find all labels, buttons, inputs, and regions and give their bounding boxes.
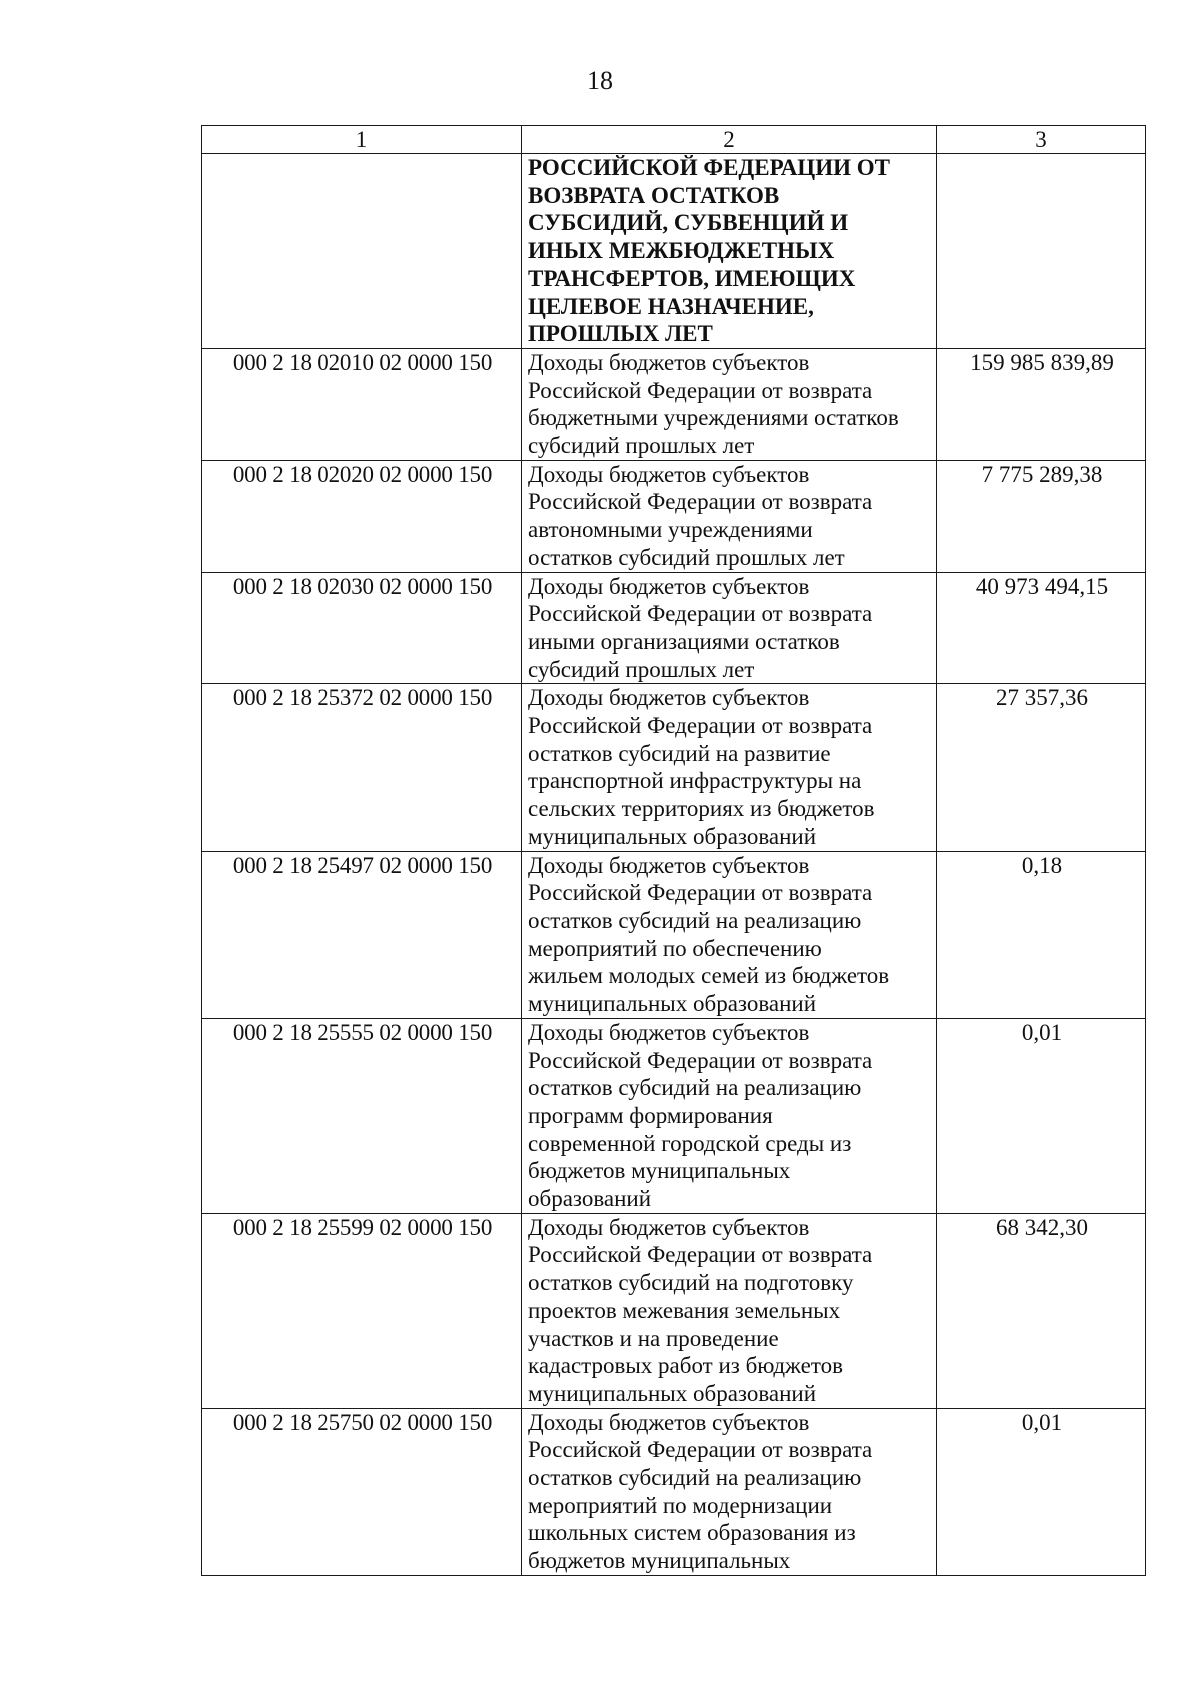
description-line: Российской Федерации от возврата [528, 713, 873, 739]
description-line: Российской Федерации от возврата [528, 489, 873, 515]
revenue-description [522, 684, 937, 851]
description-line: транспортной инфраструктуры на [528, 768, 862, 794]
budget-code: 000 2 18 25497 02 0000 150 [202, 851, 522, 1018]
table-row [202, 684, 1146, 851]
group-heading-code-cell [202, 154, 522, 349]
revenue-amount: 40 973 494,15 [937, 572, 1146, 684]
table-row [202, 348, 1146, 460]
description-line: автономными учреждениями [528, 517, 813, 543]
page-number: 18 [587, 66, 613, 95]
description-line: Доходы бюджетов субъектов [528, 852, 810, 878]
description-line: Доходы бюджетов субъектов [528, 1409, 810, 1435]
budget-code: 000 2 18 25555 02 0000 150 [202, 1018, 522, 1213]
revenue-description [522, 1408, 937, 1575]
revenue-amount: 0,01 [937, 1408, 1146, 1575]
description-line: Российской Федерации от возврата [528, 1242, 873, 1268]
revenue-amount: 7 775 289,38 [937, 460, 1146, 572]
description-line: Доходы бюджетов субъектов [528, 685, 810, 711]
revenue-amount: 0,18 [937, 851, 1146, 1018]
budget-code: 000 2 18 25750 02 0000 150 [202, 1408, 522, 1575]
table-row [202, 1018, 1146, 1213]
budget-code: 000 2 18 02030 02 0000 150 [202, 572, 522, 684]
description-line: остатков субсидий на реализацию [528, 907, 862, 933]
description-line: бюджетов муниципальных [528, 1158, 791, 1184]
description-line: школьных систем образования из [528, 1520, 856, 1546]
description-line: бюджетными учреждениями остатков [528, 405, 899, 431]
description-line: мероприятий по обеспечению [528, 935, 822, 961]
description-line: сельских территориях из бюджетов [528, 796, 875, 822]
description-line: остатков субсидий на подготовку [528, 1270, 854, 1296]
revenue-description [522, 572, 937, 684]
heading-line: ЦЕЛЕВОЕ НАЗНАЧЕНИЕ, [528, 293, 814, 319]
group-heading-name [522, 154, 937, 349]
revenue-description [522, 1213, 937, 1408]
description-line: остатков субсидий на развитие [528, 740, 831, 766]
heading-line: СУБСИДИЙ, СУБВЕНЦИЙ И [528, 210, 849, 236]
revenue-amount: 68 342,30 [937, 1213, 1146, 1408]
revenue-description [522, 348, 937, 460]
description-line: современной городской среды из [528, 1130, 852, 1156]
revenue-amount: 0,01 [937, 1018, 1146, 1213]
description-line: Доходы бюджетов субъектов [528, 1214, 810, 1240]
description-line: муниципальных образований [528, 991, 817, 1017]
description-line: Доходы бюджетов субъектов [528, 1019, 810, 1045]
column-number-2: 2 [522, 126, 937, 154]
description-line: муниципальных образований [528, 823, 817, 849]
heading-line: ВОЗВРАТА ОСТАТКОВ [528, 182, 780, 208]
revenue-description [522, 460, 937, 572]
table-row [202, 572, 1146, 684]
column-number-3: 3 [937, 126, 1146, 154]
description-line: остатков субсидий на реализацию [528, 1075, 862, 1101]
budget-code: 000 2 18 02010 02 0000 150 [202, 348, 522, 460]
budget-code: 000 2 18 25372 02 0000 150 [202, 684, 522, 851]
description-line: участков и на проведение [528, 1325, 779, 1351]
description-line: бюджетов муниципальных [528, 1548, 791, 1574]
description-line: Российской Федерации от возврата [528, 1437, 873, 1463]
description-line: Российской Федерации от возврата [528, 880, 873, 906]
description-line: Доходы бюджетов субъектов [528, 349, 810, 375]
group-heading-amount-cell [937, 154, 1146, 349]
description-line: Российской Федерации от возврата [528, 601, 873, 627]
heading-line: ПРОШЛЫХ ЛЕТ [528, 321, 713, 347]
description-line: остатков субсидий на реализацию [528, 1465, 862, 1491]
revenue-amount: 159 985 839,89 [937, 348, 1146, 460]
revenue-amount: 27 357,36 [937, 684, 1146, 851]
description-line: остатков субсидий прошлых лет [528, 544, 845, 570]
description-line: Российской Федерации от возврата [528, 1047, 873, 1073]
description-line: иными организациями остатков [528, 628, 840, 654]
description-line: субсидий прошлых лет [528, 433, 755, 459]
description-line: мероприятий по модернизации [528, 1492, 833, 1518]
description-line: образований [528, 1186, 652, 1212]
budget-code: 000 2 18 25599 02 0000 150 [202, 1213, 522, 1408]
description-line: Доходы бюджетов субъектов [528, 461, 810, 487]
description-line: жильем молодых семей из бюджетов [528, 963, 890, 989]
description-line: программ формирования [528, 1102, 773, 1128]
column-number-1: 1 [202, 126, 522, 154]
description-line: проектов межевания земельных [528, 1297, 841, 1323]
description-line: субсидий прошлых лет [528, 656, 755, 682]
revenue-description [522, 851, 937, 1018]
description-line: муниципальных образований [528, 1380, 817, 1406]
budget-revenue-table [201, 125, 1146, 1576]
table-row [202, 851, 1146, 1018]
heading-line: ИНЫХ МЕЖБЮДЖЕТНЫХ [528, 238, 835, 264]
description-line: Доходы бюджетов субъектов [528, 573, 810, 599]
revenue-description [522, 1018, 937, 1213]
column-number-row [202, 126, 1146, 154]
budget-code: 000 2 18 02020 02 0000 150 [202, 460, 522, 572]
group-heading-row [202, 154, 1146, 349]
table-row [202, 460, 1146, 572]
table-row [202, 1408, 1146, 1575]
heading-line: РОССИЙСКОЙ ФЕДЕРАЦИИ ОТ [528, 155, 890, 180]
table-row [202, 1213, 1146, 1408]
description-line: кадастровых работ из бюджетов [528, 1353, 843, 1379]
heading-line: ТРАНСФЕРТОВ, ИМЕЮЩИХ [528, 265, 856, 291]
description-line: Российской Федерации от возврата [528, 377, 873, 403]
